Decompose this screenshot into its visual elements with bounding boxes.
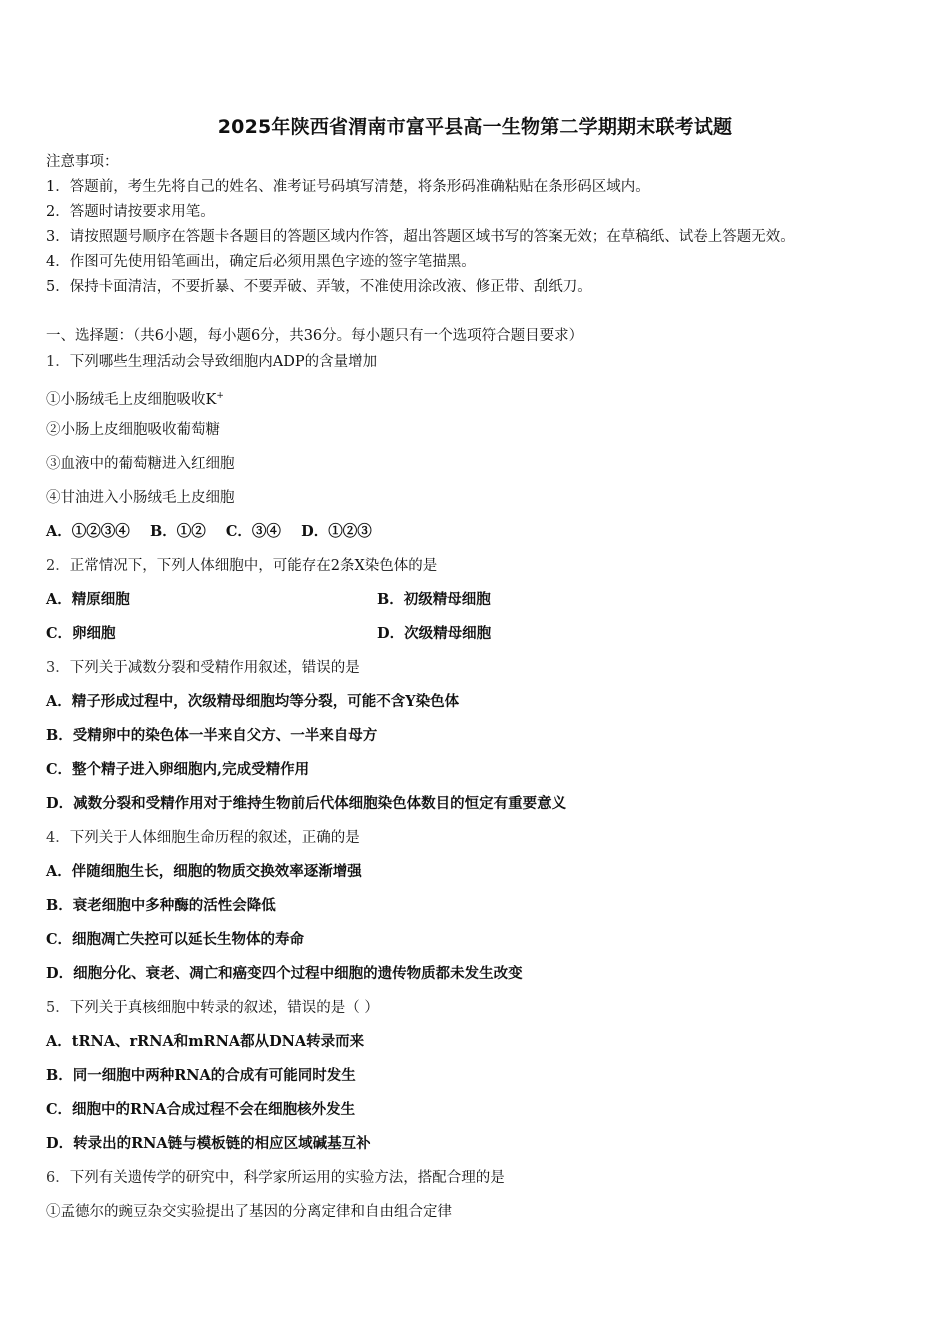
question-3 xyxy=(46,658,360,678)
question-number: 1． xyxy=(46,354,70,370)
statement: ④甘油进入小肠绒毛上皮细胞 xyxy=(46,490,235,506)
section-heading: 一、选择题：（共6小题，每小题6分，共36分。每小题只有一个选项符合题目要求） xyxy=(46,328,584,344)
option-b: B．同一细胞中两种RNA的合成有可能同时发生 xyxy=(46,1067,356,1084)
option-d: D．细胞分化、衰老、凋亡和癌变四个过程中细胞的遗传物质都未发生改变 xyxy=(46,965,523,982)
option-c: C．细胞中的RNA合成过程不会在细胞核外发生 xyxy=(46,1101,356,1118)
question-number: 6． xyxy=(46,1170,70,1186)
notice-item: 1．答题前，考生先将自己的姓名、准考证号码填写清楚，将条形码准确粘贴在条形码区域内。 xyxy=(46,179,650,195)
statement: ②小肠上皮细胞吸收葡萄糖 xyxy=(46,422,220,438)
question-stem: 下列有关遗传学的研究中，科学家所运用的实验方法，搭配合理的是 xyxy=(69,1170,505,1186)
option-d: D．转录出的RNA链与模板链的相应区域碱基互补 xyxy=(46,1135,371,1152)
option-d: D．减数分裂和受精作用对于维持生物前后代体细胞染色体数目的恒定有重要意义 xyxy=(46,795,567,812)
question-2 xyxy=(46,556,437,576)
question-stem: 下列关于真核细胞中转录的叙述，错误的是（ ） xyxy=(69,1000,379,1016)
option-a: A．tRNA、rRNA和mRNA都从DNA转录而来 xyxy=(46,1033,365,1050)
question-4 xyxy=(46,828,360,848)
option-a: A．伴随细胞生长，细胞的物质交换效率逐渐增强 xyxy=(46,863,362,880)
question-number: 3． xyxy=(46,660,70,676)
superscript: + xyxy=(216,391,224,401)
question-6 xyxy=(46,1168,505,1188)
question-number: 5． xyxy=(46,1000,70,1016)
statement-text: ①小肠绒毛上皮细胞吸收K xyxy=(46,391,217,408)
notice-item: 4．作图可先使用铅笔画出，确定后必须用黑色字迹的签字笔描黑。 xyxy=(46,254,476,270)
option-a: A．精原细胞 xyxy=(46,591,130,608)
page-title: 2025年陕西省渭南市富平县高一生物第二学期期末联考试题 xyxy=(217,116,733,138)
option-c: C．细胞凋亡失控可以延长生物体的寿命 xyxy=(46,931,305,948)
option-c: C．整个精子进入卵细胞内,完成受精作用 xyxy=(46,761,310,778)
notice-heading: 注意事项： xyxy=(46,154,119,170)
option-b: B．受精卵中的染色体一半来自父方、一半来自母方 xyxy=(46,727,378,744)
notice-item: 2．答题时请按要求用笔。 xyxy=(46,204,215,220)
statement: ③血液中的葡萄糖进入红细胞 xyxy=(46,456,235,472)
notice-item: 5．保持卡面清洁，不要折暴、不要弄破、弄皱，不准使用涂改液、修正带、刮纸刀。 xyxy=(46,279,592,295)
option-c: C．卵细胞 xyxy=(46,625,116,642)
notice-item: 3．请按照题号顺序在答题卡各题目的答题区域内作答，超出答题区域书写的答案无效；在草稿纸、试卷上答题无效。 xyxy=(46,229,795,245)
statement xyxy=(46,386,224,410)
statement: ①孟德尔的豌豆杂交实验提出了基因的分离定律和自由组合定律 xyxy=(46,1204,452,1220)
question-5 xyxy=(46,998,379,1018)
question-1 xyxy=(46,352,377,372)
answer-options: A．①②③④ B．①② C．③④ D．①②③ xyxy=(46,523,372,540)
question-stem: 下列关于人体细胞生命历程的叙述，正确的是 xyxy=(69,830,360,846)
question-stem: 下列哪些生理活动会导致细胞内ADP的含量增加 xyxy=(69,354,378,370)
question-number: 4． xyxy=(46,830,70,846)
option-a: A．精子形成过程中，次级精母细胞均等分裂，可能不含Y染色体 xyxy=(46,693,460,710)
question-stem: 下列关于减数分裂和受精作用叙述，错误的是 xyxy=(69,660,360,676)
option-b: B．衰老细胞中多种酶的活性会降低 xyxy=(46,897,276,914)
option-d: D．次级精母细胞 xyxy=(377,625,492,642)
question-stem: 正常情况下，下列人体细胞中，可能存在2条X染色体的是 xyxy=(69,558,438,574)
option-b: B．初级精母细胞 xyxy=(377,591,491,608)
question-number: 2． xyxy=(46,558,70,574)
